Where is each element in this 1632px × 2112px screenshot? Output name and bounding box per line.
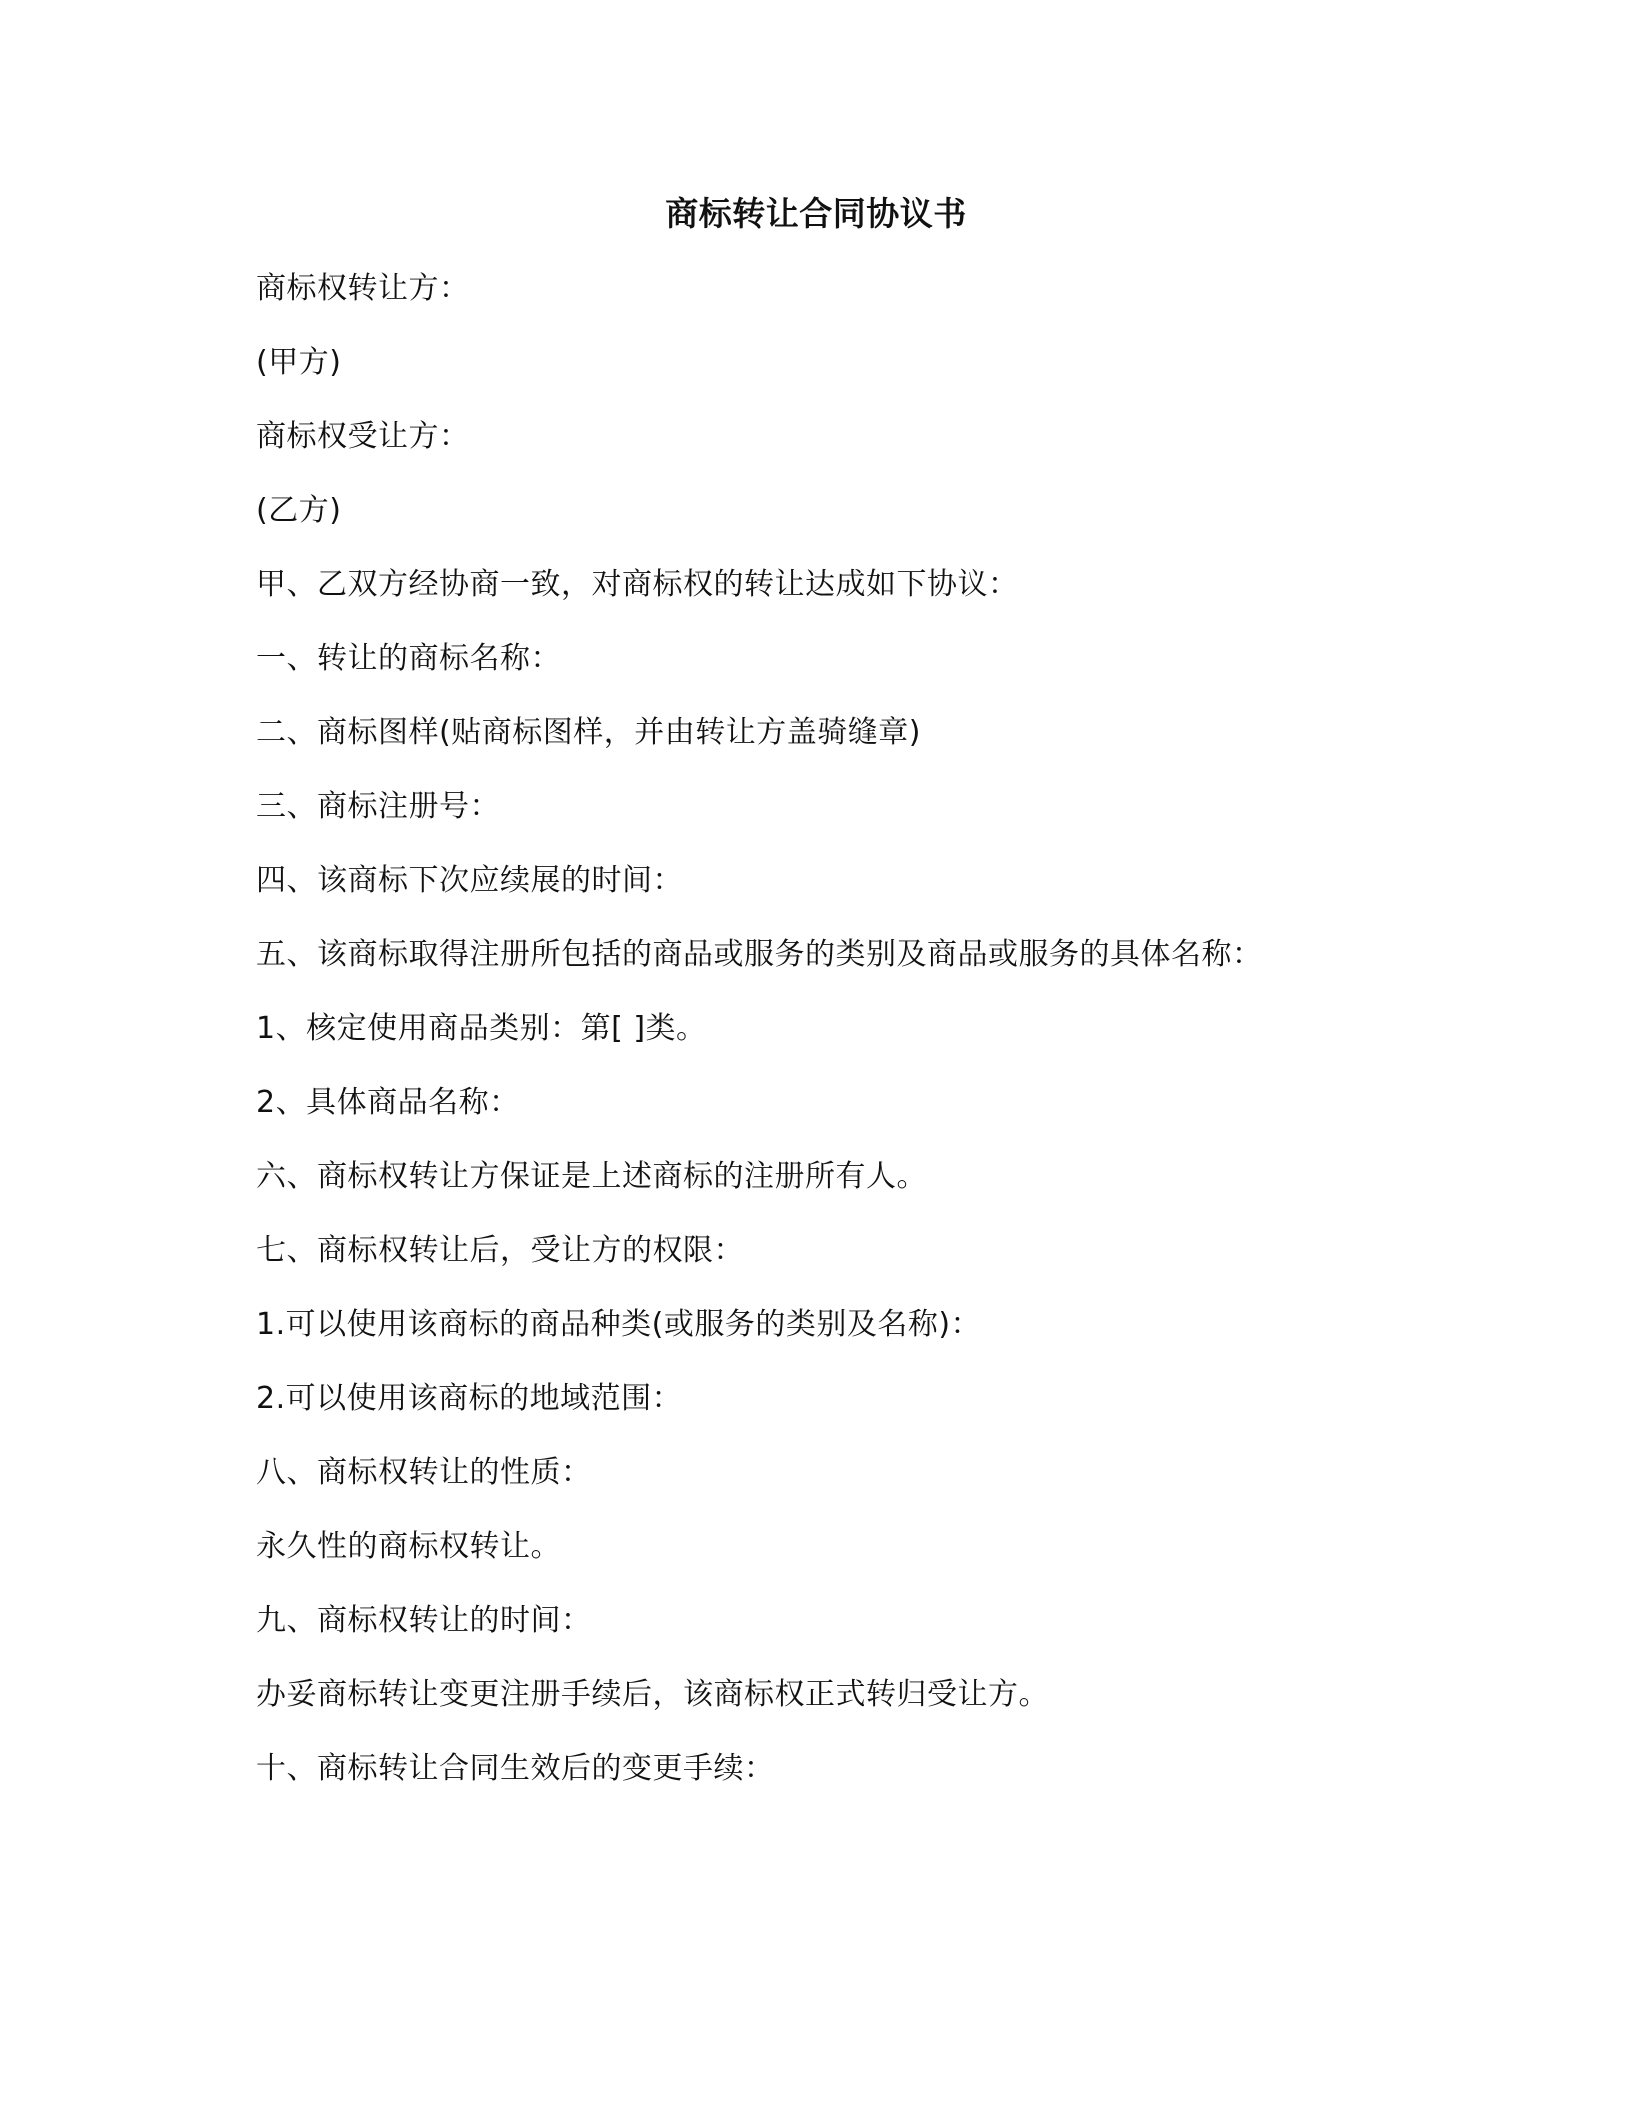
clause-7: 七、商标权转让后，受让方的权限： <box>256 1233 744 1268</box>
clause-8-text: 永久性的商标权转让。 <box>256 1529 561 1564</box>
clause-4: 四、该商标下次应续展的时间： <box>256 863 683 898</box>
party-b-label: 商标权受让方： <box>256 419 470 454</box>
clause-2: 二、商标图样(贴商标图样，并由转让方盖骑缝章) <box>256 715 921 750</box>
clause-5: 五、该商标取得注册所包括的商品或服务的类别及商品或服务的具体名称： <box>256 937 1263 972</box>
clause-9: 九、商标权转让的时间： <box>256 1603 592 1638</box>
party-b-tag: (乙方) <box>256 493 342 528</box>
clause-10: 十、商标转让合同生效后的变更手续： <box>256 1751 775 1786</box>
clause-7-item-1: 1.可以使用该商标的商品种类(或服务的类别及名称)： <box>256 1307 982 1342</box>
clause-1: 一、转让的商标名称： <box>256 641 561 676</box>
document-body <box>256 267 1406 1821</box>
party-a-label: 商标权转让方： <box>256 271 470 306</box>
clause-7-item-2: 2.可以使用该商标的地域范围： <box>256 1381 683 1416</box>
clause-3: 三、商标注册号： <box>256 789 500 824</box>
clause-6: 六、商标权转让方保证是上述商标的注册所有人。 <box>256 1159 927 1194</box>
preamble-paragraph: 甲、乙双方经协商一致，对商标权的转让达成如下协议： <box>256 567 1019 602</box>
clause-5-item-2: 2、具体商品名称： <box>256 1085 520 1120</box>
clause-8: 八、商标权转让的性质： <box>256 1455 592 1490</box>
document-title: 商标转让合同协议书 <box>665 194 967 233</box>
clause-5-item-1: 1、核定使用商品类别：第[ ]类。 <box>256 1011 707 1046</box>
clause-9-text: 办妥商标转让变更注册手续后，该商标权正式转归受让方。 <box>256 1677 1049 1712</box>
party-a-tag: (甲方) <box>256 345 342 380</box>
